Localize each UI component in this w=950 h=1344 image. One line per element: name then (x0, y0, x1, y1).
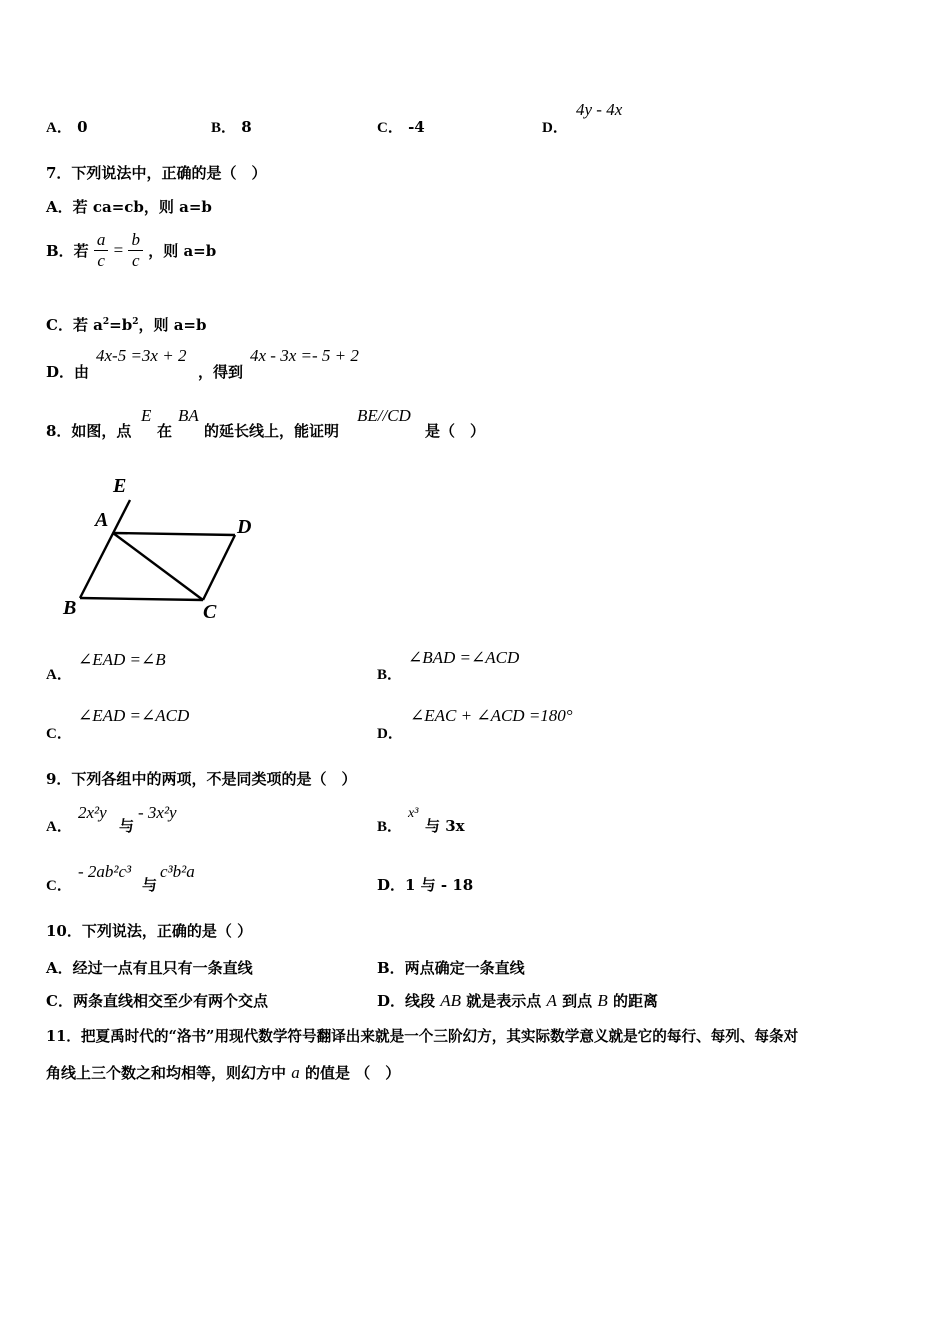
point-label-A: A (95, 509, 109, 531)
q7-frac2-num: b (128, 230, 143, 251)
q11-line2-post: 的值是 （ ） (304, 1064, 401, 1082)
q9-stem: 9．下列各组中的两项，不是同类项的是（ ） (46, 770, 357, 788)
q10-d-mid1: 就是表示点 (466, 992, 542, 1010)
q7-option-d-prefix: D．由 (46, 363, 90, 381)
q10-option-b: B．两点确定一条直线 (377, 959, 525, 977)
q11-var-a: a (291, 1063, 300, 1082)
point-label-E: E (113, 475, 127, 497)
q7-option-d-mid: ，得到 (198, 363, 244, 381)
q7-fraction-b-over-c (128, 230, 143, 271)
q7-frac2-den: c (131, 251, 140, 270)
q6-option-b-label: B． (211, 120, 237, 136)
q7-c-post: ，则 a=b (138, 316, 207, 334)
q8-option-d-label: D． (377, 726, 403, 742)
q8-option-d-expr: ∠EAC + ∠ACD =180° (410, 706, 573, 725)
q10-d-post: 的距离 (613, 992, 659, 1010)
q6-option-b-value: 8 (241, 118, 252, 136)
point-label-D: D (237, 516, 252, 538)
q9-option-a-label: A． (46, 819, 72, 835)
q8-option-c-label: C． (46, 726, 72, 742)
q6-option-c (377, 116, 425, 137)
q10-d-mid2: 到点 (562, 992, 593, 1010)
line-A-C (113, 533, 203, 600)
q9-option-c-label: C． (46, 878, 72, 894)
q7-c-pre: C．若 a (46, 316, 103, 334)
q9-option-a-expr1: 2x²y (78, 803, 107, 822)
q7-option-d-expr2: 4x - 3x =- 5 + 2 (250, 346, 359, 365)
line-A-D (113, 533, 235, 535)
q9-option-d: D．1 与 - 18 (377, 876, 474, 894)
point-label-C: C (203, 601, 217, 623)
q7-equals: = (113, 240, 124, 260)
q7-frac1-num: a (94, 230, 109, 251)
q10-option-d (377, 990, 658, 1011)
q10-d-AB: AB (440, 991, 462, 1010)
q7-fraction-a-over-c (94, 230, 109, 271)
q6-option-c-label: C． (377, 120, 403, 136)
q8-option-a-expr: ∠EAD =∠B (78, 650, 166, 669)
q8-option-b-expr: ∠BAD =∠ACD (408, 648, 520, 667)
q10-option-c: C．两条直线相交至少有两个交点 (46, 992, 268, 1010)
q8-stem-mid1: 在 (157, 422, 173, 440)
q10-d-pre: D．线段 (377, 992, 436, 1010)
q7-c-mid: =b (109, 316, 133, 334)
q8-stem-BA: BA (178, 406, 199, 425)
q9-option-b-expr1: x³ (408, 806, 419, 821)
q6-option-a-label: A． (46, 120, 72, 136)
point-label-B: B (63, 597, 77, 619)
q6-option-c-value: -4 (408, 118, 425, 136)
q8-option-c-expr: ∠EAD =∠ACD (78, 706, 190, 725)
q8-option-b-label: B． (377, 667, 403, 683)
q8-option-a-label: A． (46, 667, 72, 683)
q8-stem-relation: BE//CD (357, 406, 411, 425)
q7-option-a: A．若 ca=cb，则 a=b (46, 198, 212, 216)
q9-option-a-expr2: - 3x²y (138, 803, 177, 822)
q7-frac1-den: c (97, 251, 105, 270)
q7-option-b (46, 230, 216, 271)
q10-d-B: B (597, 991, 608, 1010)
q8-stem-E: E (141, 406, 152, 425)
q7-option-b-suffix: ，则 a=b (148, 242, 217, 260)
q8-stem-suffix: 是（ ） (425, 422, 486, 440)
line-D-C (203, 535, 235, 600)
q9-option-a-mid: 与 (119, 817, 135, 835)
q9-option-b-label: B． (377, 819, 403, 835)
q9-option-c-expr2: c³b²a (160, 862, 195, 881)
q6-option-a (46, 116, 88, 137)
q9-option-c-expr1: - 2ab²c³ (78, 862, 132, 881)
q11-line1: 11．把夏禹时代的“洛书”用现代数学符号翻译出来就是一个三阶幻方，其实际数学意义就是它的每行、每列、每条对 (46, 1028, 799, 1045)
q11-line2 (46, 1062, 400, 1083)
q8-stem-mid2: 的延长线上，能证明 (204, 422, 340, 440)
q10-stem: 10．下列说法，正确的是（ ） (46, 922, 253, 940)
q8-stem-prefix: 8．如图，点 (46, 422, 132, 440)
q10-d-A: A (546, 991, 557, 1010)
q7-stem: 7．下列说法中，正确的是（ ） (46, 164, 267, 182)
q7-c-sup1: 2 (102, 317, 110, 327)
q7-option-d-expr1: 4x-5 =3x + 2 (96, 346, 187, 365)
q6-option-d-expr: 4y - 4x (576, 100, 623, 119)
q6-option-d-label: D． (542, 120, 568, 136)
q9-option-b-suffix: 与 3x (425, 817, 465, 835)
q9-option-c-mid: 与 (142, 876, 158, 894)
q7-option-c (46, 314, 206, 335)
q7-option-b-prefix: B．若 (46, 242, 89, 260)
q8-geometry-figure (55, 470, 265, 625)
q6-option-b (211, 116, 252, 137)
q6-option-d (542, 116, 568, 137)
q10-option-a: A．经过一点有且只有一条直线 (46, 959, 253, 977)
line-B-C (80, 598, 203, 600)
q6-option-a-value: 0 (77, 118, 88, 136)
q11-line2-pre: 角线上三个数之和均相等，则幻方中 (46, 1064, 287, 1082)
q7-c-sup2: 2 (132, 317, 139, 327)
